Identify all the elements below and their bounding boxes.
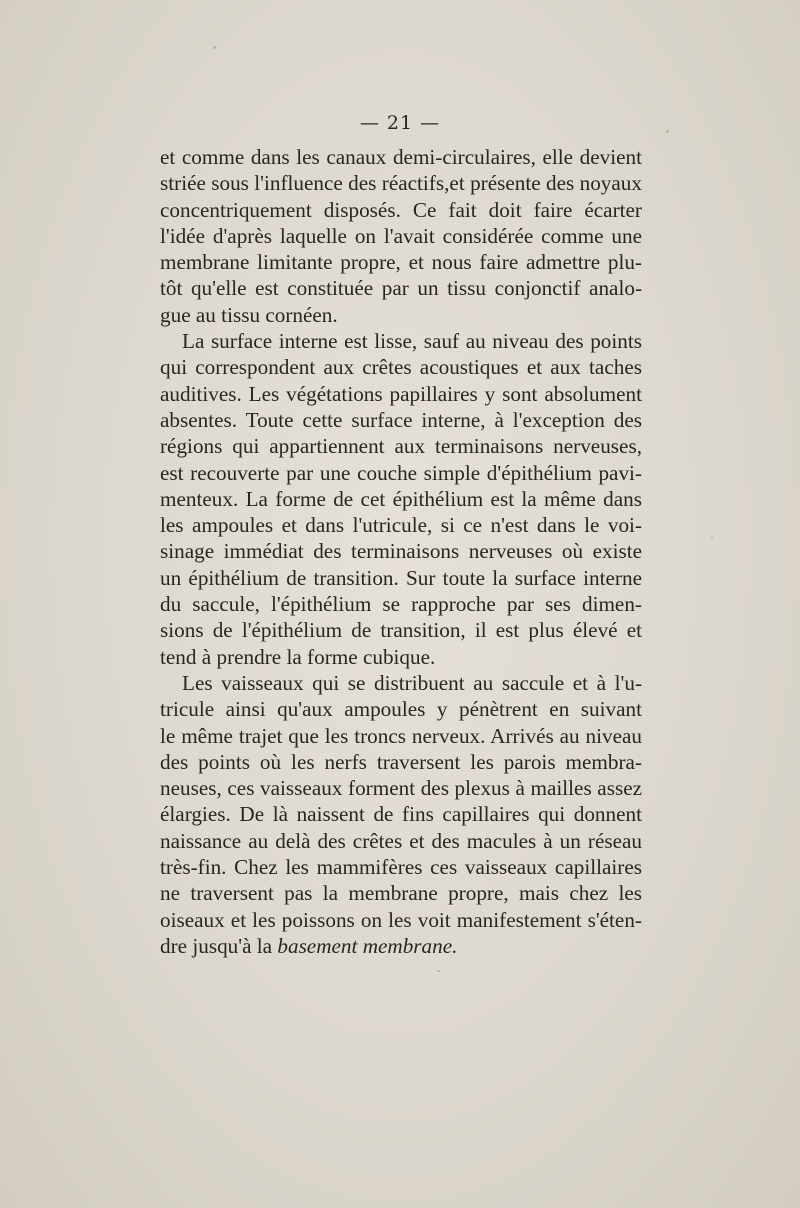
paper-speck [711, 537, 713, 539]
text-line-24: des points où les nerfs traversent les parois membra- [160, 749, 642, 774]
text-line-18: du saccule, l'épithélium se rapproche par ses dimen- [160, 592, 642, 617]
text-line-16: sinage immédiat des terminaisons nerveuses où existe [160, 539, 642, 564]
text-line-27: naissance au delà des crêtes et des macules à un réseau [160, 828, 642, 853]
text-line-19: sions de l'épithélium de transition, il est plus élevé et [160, 618, 642, 643]
text-line-10: auditives. Les végétations papillaires y sont absolument [160, 381, 642, 406]
text-line-29: ne traversent pas la membrane propre, mais chez les [160, 881, 642, 906]
text-line-2: striée sous l'influence des réactifs,et présente des noyaux [160, 171, 642, 196]
paper-speck [437, 970, 440, 972]
text-line-25: neuses, ces vaisseaux forment des plexus à mailles assez [160, 776, 642, 801]
text-line-22: tricule ainsi qu'aux ampoules y pénètrent en suivant [160, 697, 642, 722]
final-line-text: dre jusqu'à la [160, 933, 273, 958]
text-line-4: l'idée d'après laquelle on l'avait considérée comme une [160, 223, 642, 248]
text-line-23: le même trajet que les troncs nerveux. Arrivés au niveau [160, 723, 642, 748]
text-line-15: les ampoules et dans l'utricule, si ce n'est dans le voi- [160, 513, 642, 538]
text-line-3: concentriquement disposés. Ce fait doit faire écarter [160, 197, 642, 222]
text-line-9: qui correspondent aux crêtes acoustiques et aux taches [160, 355, 642, 380]
italic-term: basement membrane. [277, 933, 458, 958]
text-line-8: La surface interne est lisse, sauf au niveau des points [182, 329, 642, 354]
text-line-1: et comme dans les canaux demi-circulaires, elle devient [160, 145, 642, 169]
text-line-21: Les vaisseaux qui se distribuent au saccule et à l'u- [182, 670, 642, 695]
text-line-6: tôt qu'elle est constituée par un tissu conjonctif analo- [160, 276, 642, 301]
text-line-11: absentes. Toute cette surface interne, à l'exception des [160, 407, 642, 432]
text-line-26: élargies. De là naissent de fins capillaires qui donnent [160, 802, 642, 827]
page-number: — 21 — [359, 112, 441, 134]
text-line-17: un épithélium de transition. Sur toute la surface interne [160, 565, 642, 590]
text-line-13: est recouverte par une couche simple d'épithélium pavi- [160, 460, 642, 485]
text-line-14: menteux. La forme de cet épithélium est la même dans [160, 486, 642, 511]
text-line-30: oiseaux et les poissons on les voit manifestement s'éten- [160, 907, 642, 932]
body-text [160, 144, 642, 959]
text-line-20: tend à prendre la forme cubique. [160, 644, 436, 669]
text-line-7: gue au tissu cornéen. [160, 302, 338, 327]
text-line-28: très-fin. Chez les mammifères ces vaisseaux capillaires [160, 855, 642, 880]
text-line-31 [160, 933, 642, 959]
text-line-12: régions qui appartiennent aux terminaisons nerveuses, [160, 434, 642, 459]
paper-speck [213, 46, 216, 49]
text-line-5: membrane limitante propre, et nous faire admettre plu- [160, 250, 642, 275]
